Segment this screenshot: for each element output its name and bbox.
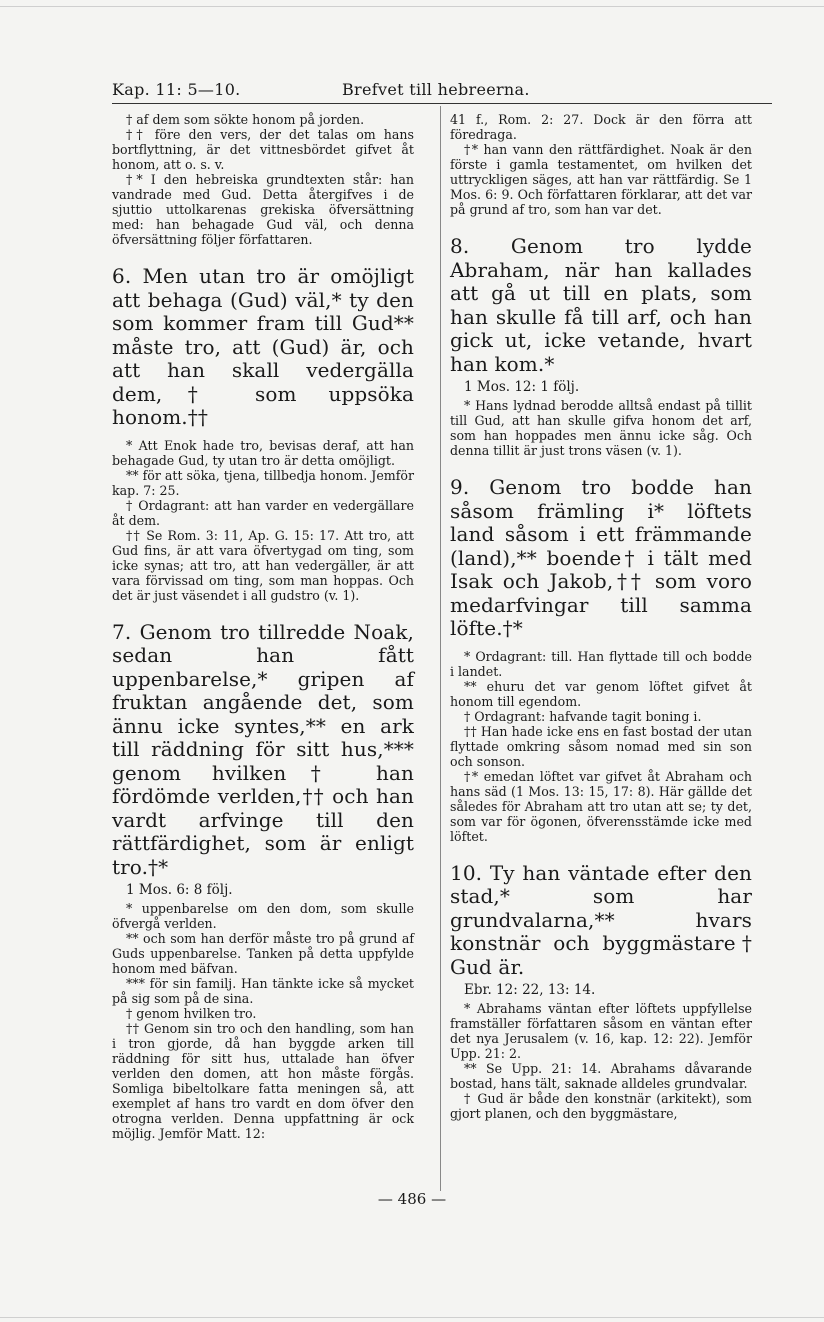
footnote: † Gud är både den konstnär (arkitekt), som gjort planen, och den byggmästare, <box>450 1091 752 1121</box>
cross-reference: 1 Mos. 12: 1 följ. <box>464 379 580 395</box>
verse-8: 8. Genom tro lydde Abraham, när han kallades att gå ut till en plats, som han skulle få till arf, och han gick ut, icke vetande, hvart han kom.* <box>450 234 752 376</box>
cross-reference: Ebr. 12: 22, 13: 14. <box>464 982 596 998</box>
left-column <box>112 112 414 1141</box>
footnote: †* han vann den rättfärdighet. Noak är den förste i gamla testamentet, om hvilken det uttryckligen säges, att han var rättfärdig. Se 1 Mos. 6: 9. Och författaren förklarar, att det var på grund af tro, som han var det. <box>450 142 752 217</box>
cross-reference: 1 Mos. 6: 8 följ. <box>126 882 233 898</box>
footnote: * Hans lydnad berodde alltså endast på tillit till Gud, att han skulle gifva honom det arf, som han hoppades men ännu icke såg. Och denna tillit är just trons väsen (v. 1). <box>450 398 752 458</box>
footnote: †† Se Rom. 3: 11, Ap. G. 15: 17. Att tro, att Gud fins, är att vara öfvertygad om ting, som icke synas; att tro, att han vedergäller, är att vara förvissad om ting, som man hoppas. Och det är just väsendet i all gudstro (v. 1). <box>112 527 414 603</box>
scan-top-edge <box>0 6 824 7</box>
footnote: *** för sin familj. Han tänkte icke så mycket på sig som på de sina. <box>112 976 414 1006</box>
chapter-reference: Kap. 11: 5—10. <box>112 80 241 99</box>
footnote: †† Genom sin tro och den handling, som han i tron gjorde, då han byggde arken till räddning för sitt hus, uttalade han öfver verlden den domen, att hon måste förgås. Somliga bibeltolkare fatta meningen så, att exemplet af hans tro vardt en dom öfver den otrogna verlden. Denna uppfattning är ock möjlig. Jemför Matt. 12: <box>112 1021 414 1141</box>
footnote: ** ehuru det var genom löftet gifvet åt honom till egendom. <box>450 678 752 709</box>
footnote: †† före den vers, der det talas om hans bortflyttning, är det vittnesbördet gifvet åt honom, att o. s. v. <box>112 127 414 172</box>
verse-6: 6. Men utan tro är omöjligt att behaga (Gud) väl,* ty den som kommer fram till Gud** måste tro, att (Gud) är, och att han skall vedergälla dem,† som uppsöka honom.†† <box>112 264 414 429</box>
verse-10: 10. Ty han väntade efter den stad,* som har grundvalarna,** hvars konstnär och byggmästare† Gud är. <box>450 860 752 979</box>
footnote: ** och som han derför måste tro på grund af Guds uppenbarelse. Tanken på detta uppfylde honom med bäfvan. <box>112 931 414 976</box>
header-rule <box>112 103 772 104</box>
footnote: * Att Enok hade tro, bevisas deraf, att han behagade Gud, ty utan tro är detta omöjligt. <box>112 437 414 468</box>
footnote: †* emedan löftet var gifvet åt Abraham och hans säd (1 Mos. 13: 15, 17: 8). Här gällde det således för Abraham att tro utan att se; ty det, som var för ögonen, öfverensstämde icke med löftet. <box>450 768 752 844</box>
page-number: — 486 — <box>377 1190 447 1208</box>
verse-9: 9. Genom tro bodde han såsom främling i* löftets land såsom i ett främmande (land),** boende† i tält med Isak och Jakob,†† som voro medarfvingar till samma löfte.†* <box>450 475 752 640</box>
verse-7: 7. Genom tro tillredde Noak, sedan han fått uppenbarelse,* gripen af fruktan angående det, som ännu icke syntes,** en ark till räddning för sitt hus,*** genom hvilken† han fördömde verlden,†† och han vardt arfvinge till den rättfärdighet, som är enligt tro.†* <box>112 619 414 879</box>
footnote: * uppenbarelse om den dom, som skulle öfvergå verlden. <box>112 901 414 931</box>
footnote-continued: 41 f., Rom. 2: 27. Dock är den förra att föredraga. <box>450 112 752 142</box>
footnote: * Abrahams väntan efter löftets uppfyllelse framställer författaren såsom en väntan efter det nya Jerusalem (v. 16, kap. 12: 22). Jemför Upp. 21: 2. <box>450 1001 752 1061</box>
running-header <box>112 76 772 102</box>
column-divider <box>440 106 441 1191</box>
scan-bottom-edge <box>0 1317 824 1318</box>
footnote: † Ordagrant: hafvande tagit boning i. <box>464 708 702 724</box>
right-column <box>450 112 752 1121</box>
footnote: ** Se Upp. 21: 14. Abrahams dåvarande bostad, hans tält, saknade alldeles grundvalar. <box>450 1061 752 1091</box>
footnote: ** för att söka, tjena, tillbedja honom. Jemför kap. 7: 25. <box>112 467 414 498</box>
book-title: Brefvet till hebreerna. <box>342 80 530 99</box>
footnote: † Ordagrant: att han varder en vedergällare åt dem. <box>112 497 414 528</box>
footnote: † genom hvilken tro. <box>126 1006 257 1021</box>
footnote: † af dem som sökte honom på jorden. <box>126 112 365 127</box>
footnote: †† Han hade icke ens en fast bostad der utan flyttade omkring såsom nomad med sin son och sonson. <box>450 723 752 769</box>
footnote: †* I den hebreiska grundtexten står: han vandrade med Gud. Detta återgifves i de sjuttio uttolkarenas grekiska öfversättning med: han behagade Gud väl, och denna öfversättning följer författaren. <box>112 172 414 247</box>
footnote: * Ordagrant: till. Han flyttade till och bodde i landet. <box>450 648 752 679</box>
